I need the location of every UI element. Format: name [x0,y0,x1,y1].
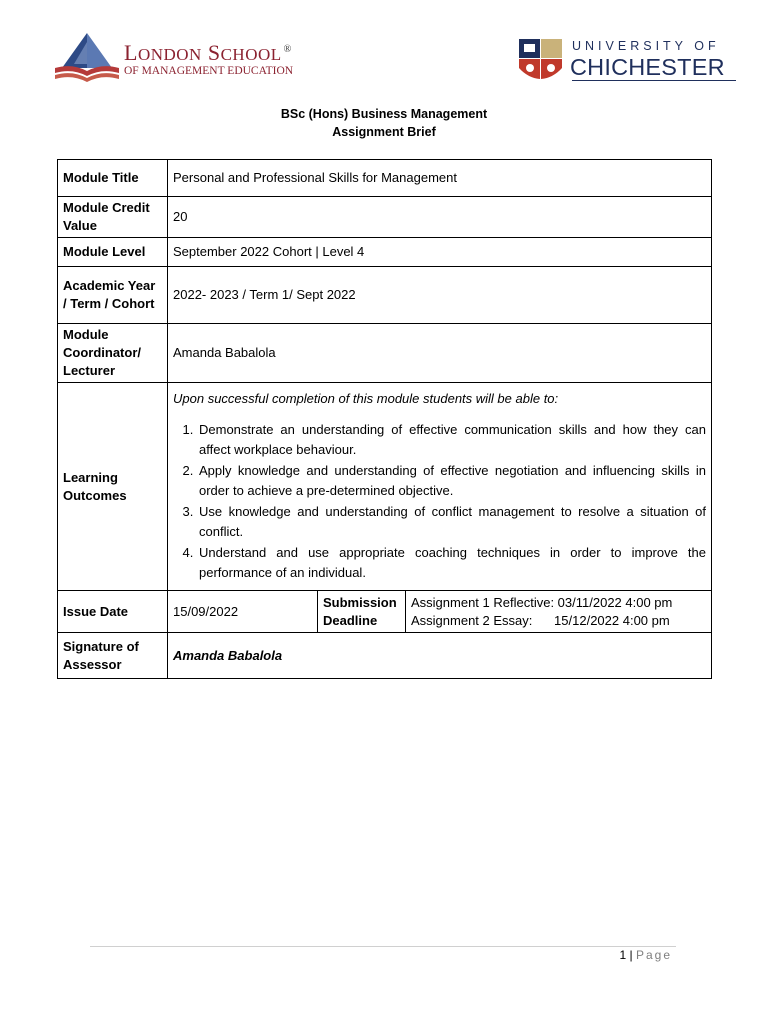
table-row [58,267,712,324]
deadline-assignment-2: Assignment 2 Essay: 15/12/2022 4:00 pm [411,612,670,628]
coordinator-value: Amanda Babalola [168,324,712,383]
lsme-name: LONDON SCHOOL ® [124,40,292,65]
signature-value: Amanda Babalola [168,633,712,679]
deadline-assignment-1: Assignment 1 Reflective: 03/11/2022 4:00 pm [411,594,673,610]
issue-date-label: Issue Date [58,591,168,633]
page-footer [619,948,672,962]
programme-title: BSc (Hons) Business Management [280,107,488,121]
module-level-value: September 2022 Cohort | Level 4 [168,238,712,267]
page-number: 1 [619,948,627,962]
list-item: 2. Apply knowledge and understanding of effective negotiation and influencing skills in order to achieve a pre-determined objective. [197,461,706,502]
module-title-value: Personal and Professional Skills for Management [168,160,712,197]
issue-date-value: 15/09/2022 [168,591,318,633]
list-item: 1. Demonstrate an understanding of effective communication skills and how they can affect workplace behaviour. [197,420,706,461]
lsme-pyramid-book-icon [52,30,122,90]
module-title-label: Module Title [58,160,168,197]
coordinator-label: Module Coordinator/ Lecturer [58,324,168,383]
list-item: 3. Use knowledge and understanding of conflict management to resolve a situation of conflict. [197,502,706,543]
table-row [58,591,712,633]
assignment-brief-table [57,159,712,679]
uoc-line-university-of: UNIVERSITY OF [572,39,720,53]
chichester-shield-icon [518,38,564,80]
table-row [58,238,712,267]
module-credit-label: Module Credit Value [58,197,168,238]
lsme-subtitle: OF MANAGEMENT EDUCATION [124,65,294,77]
page-word: Page [635,948,672,962]
academic-year-label: Academic Year / Term / Cohort [58,267,168,324]
table-row [58,324,712,383]
university-of-chichester-logo [518,38,738,82]
table-row [58,160,712,197]
learning-outcomes-list [173,420,706,584]
page-separator: | [629,948,633,962]
submission-deadline-label: Submission Deadline [318,591,406,633]
module-level-label: Module Level [58,238,168,267]
brief-title: Assignment Brief [332,125,436,139]
module-credit-value: 20 [168,197,712,238]
table-row [58,197,712,238]
learning-outcomes-label: Learning Outcomes [58,383,168,591]
list-item: 4. Understand and use appropriate coaching techniques in order to improve the performance of an individual. [197,543,706,584]
learning-outcomes-intro: Upon successful completion of this module students will be able to: [173,390,559,406]
lsme-logo [52,30,322,90]
table-row [58,633,712,679]
academic-year-value: 2022- 2023 / Term 1/ Sept 2022 [168,267,712,324]
learning-outcomes-cell [168,383,712,591]
table-row [58,383,712,591]
signature-label: Signature of Assessor [58,633,168,679]
uoc-underline [572,80,736,81]
submission-deadline-value [406,591,712,633]
footer-divider [90,946,676,947]
uoc-line-chichester: CHICHESTER [570,54,725,80]
